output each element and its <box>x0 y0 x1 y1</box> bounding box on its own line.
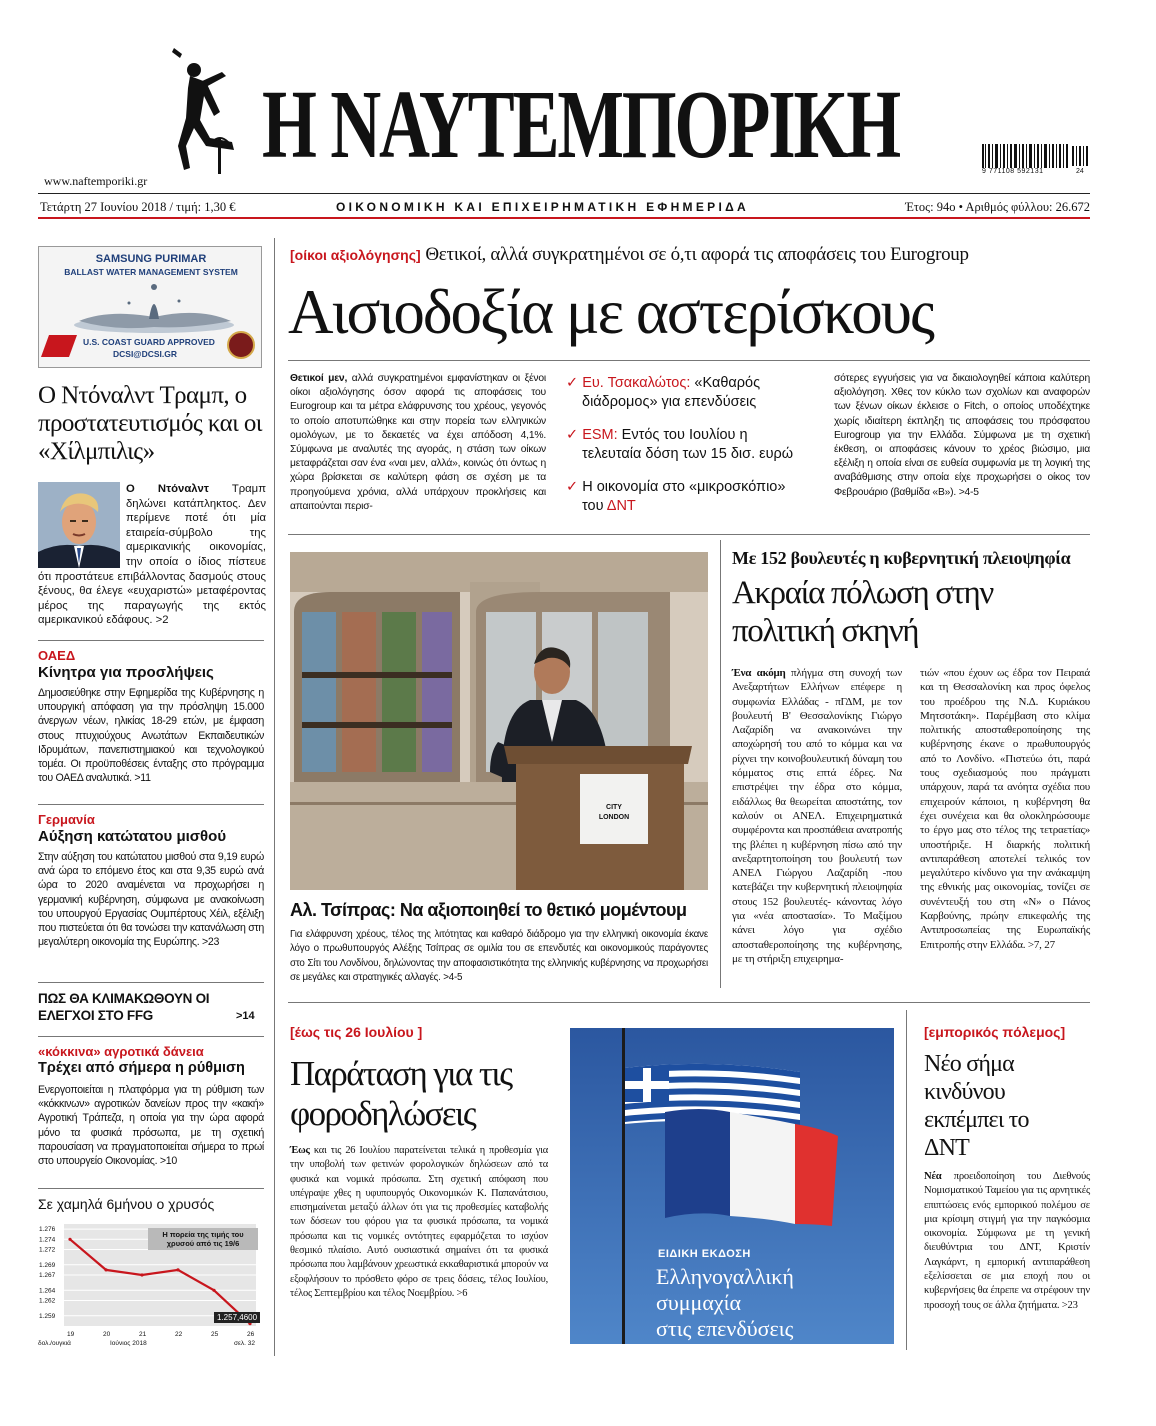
hermes-figure-icon <box>160 42 250 182</box>
ad-line3: U.S. COAST GUARD APPROVED <box>83 337 215 347</box>
lead-col1 <box>290 372 546 514</box>
tsipras-speech-photo-icon <box>290 552 708 890</box>
barcode <box>982 144 1090 178</box>
chart-x-tick-label: 19 <box>67 1331 75 1338</box>
gold-last-value: 1.257,4600 <box>214 1312 260 1323</box>
trade-tag: [εμπορικός πόλεμος] <box>924 1024 1066 1040</box>
loans-headline: Τρέχει από σήμερα η ρύθμιση <box>38 1060 245 1076</box>
politics-col1 <box>732 666 902 966</box>
water-splash-icon <box>69 281 239 337</box>
lower-rule <box>288 1002 1090 1003</box>
trump-story <box>38 482 266 628</box>
germany-kicker: Γερμανία <box>38 812 95 827</box>
trade-headline: Νέο σήμα κινδύνου εκπέμπει το ΔΝΤ <box>924 1051 1029 1161</box>
ad-line1: SAMSUNG PURIMAR <box>95 253 207 265</box>
masthead-red-rule <box>38 217 1090 219</box>
chart-x-tick-label: 25 <box>211 1331 219 1338</box>
date-price: Τετάρτη 27 Ιουνίου 2018 / τιμή: 1,30 € <box>40 200 236 214</box>
oaed-text: Δημοσιεύθηκε στην Εφημερίδα της Κυβέρνησης η υπουργική απόφαση για την πρόσληψη 15.000 άνεργων νέων, ηλικίας 18-29 ετών, με έμφαση στους πτυχιούχους Ανωτάτων Εκπαιδευτικών Ιδρυμάτων, πανεπιστημιακού και τεχνολογικού τομέα. Οι προϋποθέσεις ένταξης στο πρόγραμμα του ΟΑΕΔ αναλυτικά. >11 <box>38 687 264 785</box>
chart-y-tick-label: 1.272 <box>39 1246 56 1254</box>
barcode-addon-icon <box>1072 144 1090 168</box>
lead-bullet-1 <box>566 374 806 412</box>
special-title-3: στις επενδύσεις <box>656 1316 794 1341</box>
lead-bottom-rule <box>288 534 1090 535</box>
masthead-title: Η ΝΑΥΤΕΜΠΟΡΙΚΗ <box>262 71 899 179</box>
gold-chart <box>38 1220 264 1350</box>
lead-tag: [οίκοι αξιολόγησης] <box>290 247 421 263</box>
samsung-purimar-ad[interactable] <box>38 246 262 368</box>
chart-x-tick-label: 20 <box>103 1331 111 1338</box>
hermes-logo <box>160 42 250 182</box>
tax-lead: Έως <box>290 1145 310 1156</box>
chart-y-tick-label: 1.274 <box>39 1236 56 1244</box>
special-edition-promo[interactable] <box>570 1028 894 1344</box>
tax-text <box>290 1144 548 1301</box>
chart-y-tick-label: 1.276 <box>39 1226 56 1234</box>
check-icon: ✓ <box>566 427 579 443</box>
left-rule-5 <box>38 1188 264 1189</box>
politics-col1-text: πλήγμα στη συνοχή των Ανεξαρτήτων Ελλήνων επέφερε η συμφωνία Ελλάδας - πΓΔΜ, με τον βουλευτή Β' Θεσσαλονίκης Γιώργο Λαζαρίδη να ανακοινώνει την αποχώρησή του από το κόμμα και να ρίχνει την κοινοβουλευτική δύναμη του κόμματος στις επτά έδρες. Να επιστρέψει την έδρα στο κόμμα, ειδάλλως θα θεωρείται αποστάτης, τον καλούν οι ΑΝΕΛ. Επιχειρηματικά συμφέροντα και προσπάθεια ανατροπής της βλέπει η κυβέρνηση πίσω από την ανεξαρτητοποίηση του βουλευτή των ΑΝΕΛ Γιώργου Λαζαρίδη -που κατεβάζει την κυβερνητική πλειοψηφία στους 152 βουλευτές- κάνοντας λόγο για «νέα αποστασία». Το Μαξίμου κάνει λόγο για σχέδιο αποσταθεροποίησης της κυβέρνησης, με τη στήριξη επιχειρημα- <box>732 667 903 965</box>
tax-tag: [έως τις 26 Ιουλίου ] <box>290 1024 423 1040</box>
left-column-divider <box>274 238 275 1356</box>
bullet1-text: «Καθαρός διάδρομος» για επενδύσεις <box>582 375 761 410</box>
left-rule-1 <box>38 640 264 641</box>
oaed-headline: Κίνητρα για προσλήψεις <box>38 664 214 681</box>
politics-kicker: Με 152 βουλευτές η κυβερνητική πλειοψηφία <box>732 548 1071 568</box>
special-label: ΕΙΔΙΚΗ ΕΚΔΟΣΗ <box>658 1248 751 1260</box>
special-title-1: Ελληνογαλλική <box>656 1264 794 1289</box>
politics-col1-lead: Ένα ακόμη <box>732 667 786 679</box>
loans-text: Ενεργοποιείται η πλατφόρμα για τη ρύθμιση των «κόκκινων» αγροτικών δανείων προς την «κακή» Αγροτική Τράπεζα, η οποία για την ώρα αφορά μόνο τα φυσικά πρόσωπα, με τη σχετική παρουσίαση να πραγματοποιείται σήμερα το πρωί στο υπουργείο Οικονομίας. >10 <box>38 1084 264 1168</box>
trump-lead: Ο Ντόναλντ <box>126 483 209 495</box>
chart-y-tick-label: 1.262 <box>39 1297 56 1305</box>
gold-chart-note: Η πορεία της τιμής του χρυσού από τις 19/6 <box>148 1228 258 1250</box>
germany-text: Στην αύξηση του κατώτατου μισθού στα 9,19 ευρώ ανά ώρα το επόμενο έτος και στα 9,35 ευρώ ανά ώρα το 2020 αναμένεται να προχωρήσει η γερμανική κυβέρνηση, σύμφωνα με ανακοίνωση του υπουργού Εργασίας Ουμπέρτους Χέιλ, εξέλιξη που πιστεύεται ότι θα τονώσει την κατανάλωση στη μεγαλύτερη οικονομία της Ευρώπης. >23 <box>38 851 264 949</box>
ad-line4: DCSI@DCSI.GR <box>113 349 178 359</box>
bullet2-text: Εντός του Ιουλίου η τελευταία δόση των 15 δισ. ευρώ <box>582 427 794 462</box>
tsipras-photo <box>290 552 708 890</box>
barcode-number: 9 771108 592131 <box>982 168 1044 175</box>
ffg-headline: ΠΩΣ ΘΑ ΚΛΙΜΑΚΩΘΟΥΝ ΟΙ ΕΛΕΓΧΟΙ ΣΤΟ FFG <box>38 991 210 1023</box>
lectern-sign-2: LONDON <box>598 814 630 821</box>
trade-text <box>924 1170 1090 1313</box>
chart-y-tick-label: 1.264 <box>39 1287 56 1295</box>
trade-lead: Νέα <box>924 1171 942 1182</box>
chart-data-point <box>212 1289 215 1292</box>
lead-col1-text: αλλά συγκρατημένοι εμφανίστηκαν οι ξένοι οίκοι αξιολόγησης όσον αφορά τις αποφάσεις του Eurogroup και τα μέτρα ελάφρυνσης του χρέους, γεγονός το οποίο αποτυπώθηκε και στην πορεία των ελληνικών ομολόγων, με το δεκαετές να έχει απόδοση 4,1%. Σύμφωνα με αναλυτές της αγοράς, η στάση των οίκων μεταφράζεται σαν ένα «ναι μεν, αλλά», κοινώς ότι όντως η χώρα βρίσκεται σε καλύτερη φάση σε σχέση με τα προηγούμενα χρόνια, αλλά υπάρχουν προκλήσεις και απαιτούνται περισ- <box>290 373 546 512</box>
lead-col1-lead: Θετικοί μεν, <box>290 373 348 384</box>
masthead-subtitle: ΟΙΚΟΝΟΜΙΚΗ ΚΑΙ ΕΠΙΧΕΙΡΗΜΑΤΙΚΗ ΕΦΗΜΕΡΙΔΑ <box>336 200 749 214</box>
gold-chart-title: Σε χαμηλά 6μήνου ο χρυσός <box>38 1196 215 1212</box>
lead-rule <box>288 360 1090 361</box>
right-lower-divider <box>906 1010 907 1350</box>
chart-x-tick-label: 21 <box>139 1331 147 1338</box>
coast-guard-stripe-icon <box>41 335 77 357</box>
website-link[interactable]: www.naftemporiki.gr <box>44 174 148 188</box>
lead-kicker-line <box>290 244 1090 266</box>
seal-icon <box>227 331 255 359</box>
issue-number: Έτος: 94ο • Αριθμός φύλλου: 26.672 <box>905 200 1090 214</box>
lead-bullets <box>566 374 806 516</box>
trump-headline: Ο Ντόναλντ Τραμπ, ο προστατευτισμός και οι «Χίλμπιλις» <box>38 382 262 465</box>
tax-body: και τις 26 Ιουλίου παρατείνεται τελικά η προθεσμία για την υποβολή των φετινών φορολογικών δηλώσεων από τα φυσικά και νομικά πρόσωπα. Στη σχετική απόφαση που υπέγραψε χθες η υφυπουργός Οικονομικών Κ. Παπανάτσιου, επισημαίνεται μεταξύ άλλων ότι για τις προθεσμίες καταβολής των δόσεων του φόρου για τα φυσικά πρόσωπα, τα νομικά πρόσωπα και τις νομικές οντότητες εφαρμόζεται το ισχύον θεσμικό πλαίσιο. Αυτό ουσιαστικά σημαίνει ότι τα φυσικά πρόσωπα που λαμβάνουν χρεωστικά εκκαθαριστικά μπορούν να εξοφλήσουν το πρόσθετο φόρο σε τρεις δόσεις, τέλος Ιουλίου, τέλος Σεπτεμβρίου και τέλος Νοεμβρίου. >6 <box>290 1145 548 1299</box>
chart-y-tick-label: 1.259 <box>39 1312 56 1320</box>
lectern-sign-1: CITY <box>606 804 622 811</box>
lead-bullet-3 <box>566 478 806 516</box>
loans-kicker: «κόκκινα» αγροτικά δάνεια <box>38 1044 204 1059</box>
left-rule-2 <box>38 804 264 805</box>
trump-text: Τραμπ δηλώνει κατάπληκτος. Δεν περίμενε ποτέ ότι μία εταιρεία-σύμβολο της αμερικανικής οικονομίας, την οποία ο ίδιος πίστευε ότι προστάτευε επιβάλλοντας δασμούς στους ξένους, θα έλεγε «ευχαριστώ» μεταφέροντας μέρος της παραγωγής της εκτός αμερικανικού εδάφους. >2 <box>38 483 266 627</box>
chart-data-point <box>140 1273 143 1276</box>
ad-line2: BALLAST WATER MANAGEMENT SYSTEM <box>64 267 238 277</box>
gold-page-label: σελ. 32 <box>234 1340 256 1347</box>
center-divider <box>720 540 721 988</box>
bullet3-text: Η οικονομία στο «μικροσκόπιο» του <box>582 479 786 514</box>
politics-headline: Ακραία πόλωση στην πολιτική σκηνή <box>732 575 993 649</box>
special-title-2: συμμαχία <box>656 1290 742 1315</box>
barcode-addon: 24 <box>1076 168 1084 175</box>
gold-month-label: Ιούνιος 2018 <box>110 1340 147 1347</box>
oaed-kicker: ΟΑΕΔ <box>38 648 76 663</box>
germany-headline: Αύξηση κατώτατου μισθού <box>38 828 227 845</box>
chart-data-point <box>176 1268 179 1271</box>
bullet2-red: ESM: <box>582 427 618 443</box>
left-rule-4 <box>38 1036 264 1037</box>
lead-headline: Αισιοδοξία με αστερίσκους <box>288 277 933 347</box>
chart-y-tick-label: 1.267 <box>39 1272 56 1279</box>
ffg-page: >14 <box>236 1010 255 1022</box>
photo-headline: Αλ. Τσίπρας: Να αξιοποιηθεί το θετικό μομέντουμ <box>290 900 687 920</box>
left-rule-3 <box>38 982 264 983</box>
bullet3-red: ΔΝΤ <box>606 498 636 514</box>
lead-col3: σότερες εγγυήσεις για να δικαιολογηθεί κάποια καλύτερη αξιολόγηση. Χθες τον κύκλο των σχολίων και αναφορών των ξένων οίκων έκλεισε ο Fitch, ο οποίος υποδέχτηκε χωρίς ιδιαίτερη έκπληξη τις αποφάσεις του πρόσφατου Eurogroup για την Ελλάδα. Σύμφωνα με τη σχετική έκθεση, οι αποφάσεις κάνουν το χρέος βιώσιμο, μια εξέλιξη η οποία είναι σε ευθεία συμφωνία με τη λογική της αναβάθμισης στην οποία είχε προχωρήσει ο οίκος τον Φεβρουάριο (βαθμίδα «Β»). >4-5 <box>834 373 1090 498</box>
politics-col2: τιών «που έχουν ως έδρα τον Πειραιά και τη Θεσσαλονίκη και προς όφελος του προέδρου της Ν.Δ. Κυριάκου Μητσοτάκη». Παρέμβαση στο κλίμα πολιτικής αποσταθεροποίησης της κυβέρνησης έκανε ο πρωθυπουργός από το Λονδίνο. «Πιστεύω ότι, παρά τους σχεδιασμούς που πράγματι υπάρχουν, παρά τα ανόητα σχέδια που επιχειρούν κάποιοι, η κυβέρνηση θα έχει συνέχεια και θα ολοκληρώσουμε το έργο μας στο τέλος της τετραετίας» υποστήριξε. Η διαρκής πολιτική αντιπαράθεση αποτελεί τελικός τον μεγαλύτερο κίνδυνο για την ανάκαμψη της εθνικής μας οικονομίας, τονίζει σε συνέντευξή του στη «Ν» ο Πάνος Καρβούνης, πρώην επικεφαλής της Αντιπροσωπείας της Ευρωπαϊκής Επιτροπής στην Ελλάδα. >7, 27 <box>920 667 1090 951</box>
check-icon: ✓ <box>566 479 579 495</box>
chart-x-tick-label: 26 <box>247 1331 255 1338</box>
chart-data-point <box>104 1268 107 1271</box>
trade-body: προειδοποίηση του Διεθνούς Νομισματικού Ταμείου για τις αρνητικές επιπτώσεις ενός εμπορικού πολέμου σε μια κρίσιμη στιγμή για την παγκόσμια οικονομία. Σύμφωνα με τη γενική διευθύντρια του ΔΝΤ, Κριστίν Λαγκάρντ, η εμπορική αντιπαράθεση εξελίσσεται σε μια εποχή που οι κυβερνήσεις θα έπρεπε να στρέφουν την προσοχή τους σε άλλα ζητήματα. >23 <box>924 1171 1090 1311</box>
chart-x-tick-label: 22 <box>175 1331 183 1338</box>
chart-y-tick-label: 1.269 <box>39 1261 56 1269</box>
lead-bullet-2 <box>566 426 806 464</box>
check-icon: ✓ <box>566 375 579 391</box>
photo-text: Για ελάφρυνση χρέους, τέλος της λιτότητας και καθαρό διάδρομο για την ελληνική οικονομία έκανε λόγο ο πρωθυπουργός Αλέξης Τσίπρας σε ομιλία του σε επενδυτές και οικονομικούς παράγοντες στο Σίτι του Λονδίνου, δηλώνοντας την αποφασιστικότητα της ελληνικής κυβέρνησης να προχωρήσει σε μεγάλες και στρατηγικές αλλαγές. >4-5 <box>290 929 708 984</box>
bullet1-red: Ευ. Τσακαλώτος: <box>582 375 691 391</box>
tax-headline: Παράταση για τις φοροδηλώσεις <box>290 1054 512 1133</box>
chart-data-point <box>68 1238 71 1241</box>
gold-unit-label: δολ./ουγκιά <box>38 1340 71 1347</box>
lead-kicker: Θετικοί, αλλά συγκρατημένοι σε ό,τι αφορά τις αποφάσεις του Eurogroup <box>425 244 969 265</box>
barcode-icon <box>982 144 1070 168</box>
masthead-rule <box>38 193 1090 194</box>
